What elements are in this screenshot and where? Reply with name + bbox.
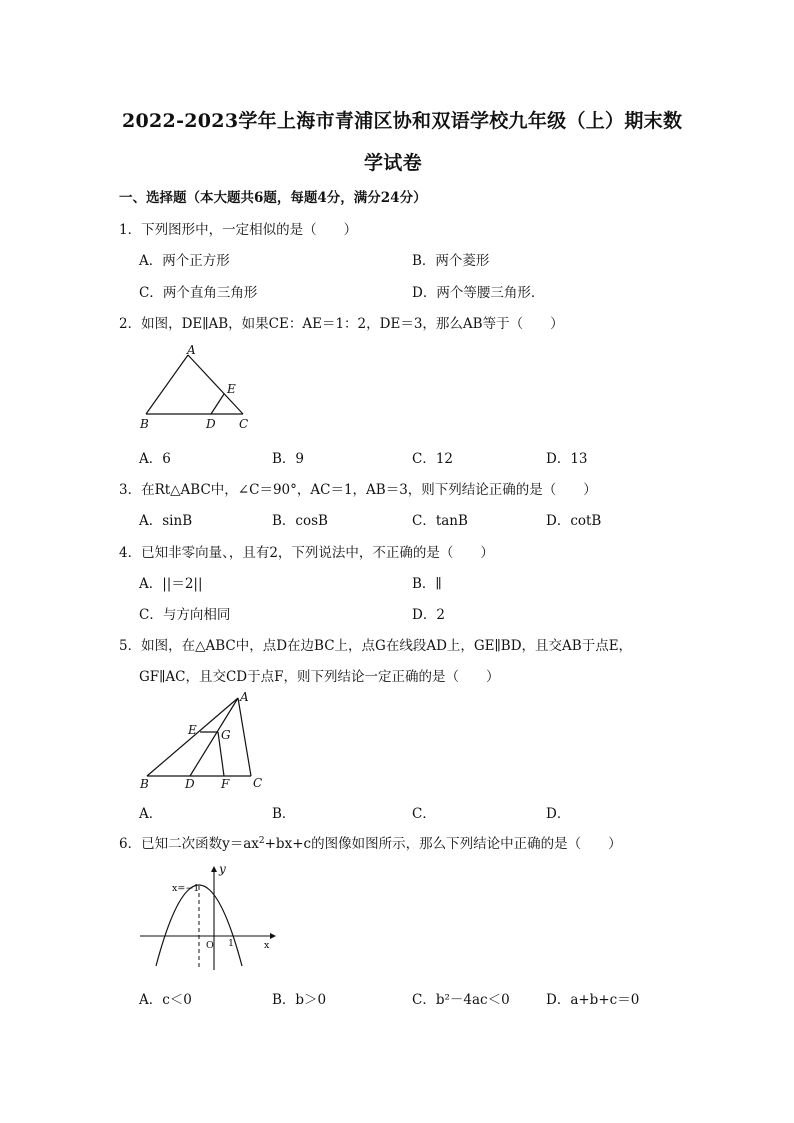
question-4-stem: 4．已知非零向量、，且有2，下列说法中，不正确的是（ ） xyxy=(119,545,494,561)
q6-x-axis-arrow xyxy=(270,933,276,939)
q6-parabola-curve xyxy=(156,885,242,966)
question-3-stem: 3．在Rt△ABC中，∠C＝90°，AC＝1，AB＝3，则下列结论正确的是（ ） xyxy=(119,482,597,498)
question-5-stem-line2: GF∥AC，且交CD于点F，则下列结论一定正确的是（ ） xyxy=(139,669,500,685)
q2-label-e: E xyxy=(227,382,236,396)
q5-label-g: G xyxy=(221,728,231,742)
page-title-line1: 2022-2023学年上海市青浦区协和双语学校九年级（上）期末数 xyxy=(122,110,683,132)
q6-label-y: y xyxy=(219,862,226,876)
q2-option-a: A．6 xyxy=(139,451,171,467)
q2-option-b: B．9 xyxy=(272,451,305,467)
q5-segment-ad xyxy=(190,698,238,776)
q5-label-f: F xyxy=(221,777,230,791)
q2-label-c: C xyxy=(239,417,249,431)
question-6-stem xyxy=(119,832,622,852)
q2-segment-de xyxy=(211,394,224,414)
page-title-line2: 学试卷 xyxy=(364,152,422,174)
q2-side-ab xyxy=(146,355,188,414)
q2-option-d: D．13 xyxy=(546,451,588,467)
q1-option-b: B．两个菱形 xyxy=(412,253,490,269)
q6-label-one: 1 xyxy=(228,938,235,949)
q3-option-a: A．sinB xyxy=(139,513,193,529)
q6-stem-sup: 2 xyxy=(258,836,265,846)
q3-option-c: C．tanB xyxy=(412,513,468,529)
q6-label-origin: O xyxy=(206,940,214,951)
q3-option-b: B．cosB xyxy=(272,513,328,529)
q1-option-c: C．两个直角三角形 xyxy=(139,285,258,301)
q4-option-c: C．与方向相同 xyxy=(139,607,231,623)
q6-option-d: D．a+b+c＝0 xyxy=(546,992,640,1008)
q6-y-axis-arrow xyxy=(211,866,217,872)
question-2-stem: 2．如图，DE∥AB，如果CE：AE＝1：2，DE＝3，那么AB等于（ ） xyxy=(119,316,564,332)
q2-option-c: C．12 xyxy=(412,451,454,467)
q5-label-b: B xyxy=(140,777,149,791)
q6-stem-pre: 6．已知二次函数y＝ax xyxy=(119,836,259,852)
q5-option-b: B． xyxy=(272,806,296,822)
q6-option-a: A．c＜0 xyxy=(139,992,192,1008)
q5-label-e: E xyxy=(188,723,197,737)
question-5-stem-line1: 5．如图，在△ABC中，点D在边BC上，点G在线段AD上，GE∥BD，且交AB于点E， xyxy=(119,638,633,654)
q6-label-x: x xyxy=(264,940,270,951)
q6-stem-post: +bx+c的图像如图所示，那么下列结论中正确的是（ ） xyxy=(264,836,622,852)
q5-side-ac xyxy=(238,698,251,776)
q6-option-c: C．b²－4ac＜0 xyxy=(412,992,510,1008)
q4-option-b: B．∥ xyxy=(412,576,442,592)
q5-label-c: C xyxy=(253,776,263,790)
q5-triangle-figure xyxy=(134,688,274,793)
q2-label-d: D xyxy=(206,417,216,431)
q3-option-d: D．cotB xyxy=(546,513,602,529)
question-1-stem: 1．下列图形中，一定相似的是（ ） xyxy=(119,222,358,238)
q5-option-d: D． xyxy=(546,806,571,822)
q6-label-x-eq: x=−1 xyxy=(172,883,200,894)
q6-parabola-figure xyxy=(136,862,276,972)
section-heading: 一、选择题（本大题共6题，每题4分，满分24分） xyxy=(119,190,427,206)
q4-option-a: A．||＝2|| xyxy=(139,576,203,592)
q2-label-b: B xyxy=(140,417,149,431)
q5-label-a: A xyxy=(240,690,249,704)
q2-triangle-figure xyxy=(134,340,264,435)
q1-option-a: A．两个正方形 xyxy=(139,253,230,269)
q2-label-a: A xyxy=(187,343,196,357)
q1-option-d: D．两个等腰三角形． xyxy=(412,285,545,301)
q5-option-c: C． xyxy=(412,806,436,822)
q4-option-d: D．2 xyxy=(412,607,445,623)
q6-option-b: B．b＞0 xyxy=(272,992,327,1008)
q5-label-d: D xyxy=(185,777,195,791)
q5-option-a: A． xyxy=(139,806,163,822)
